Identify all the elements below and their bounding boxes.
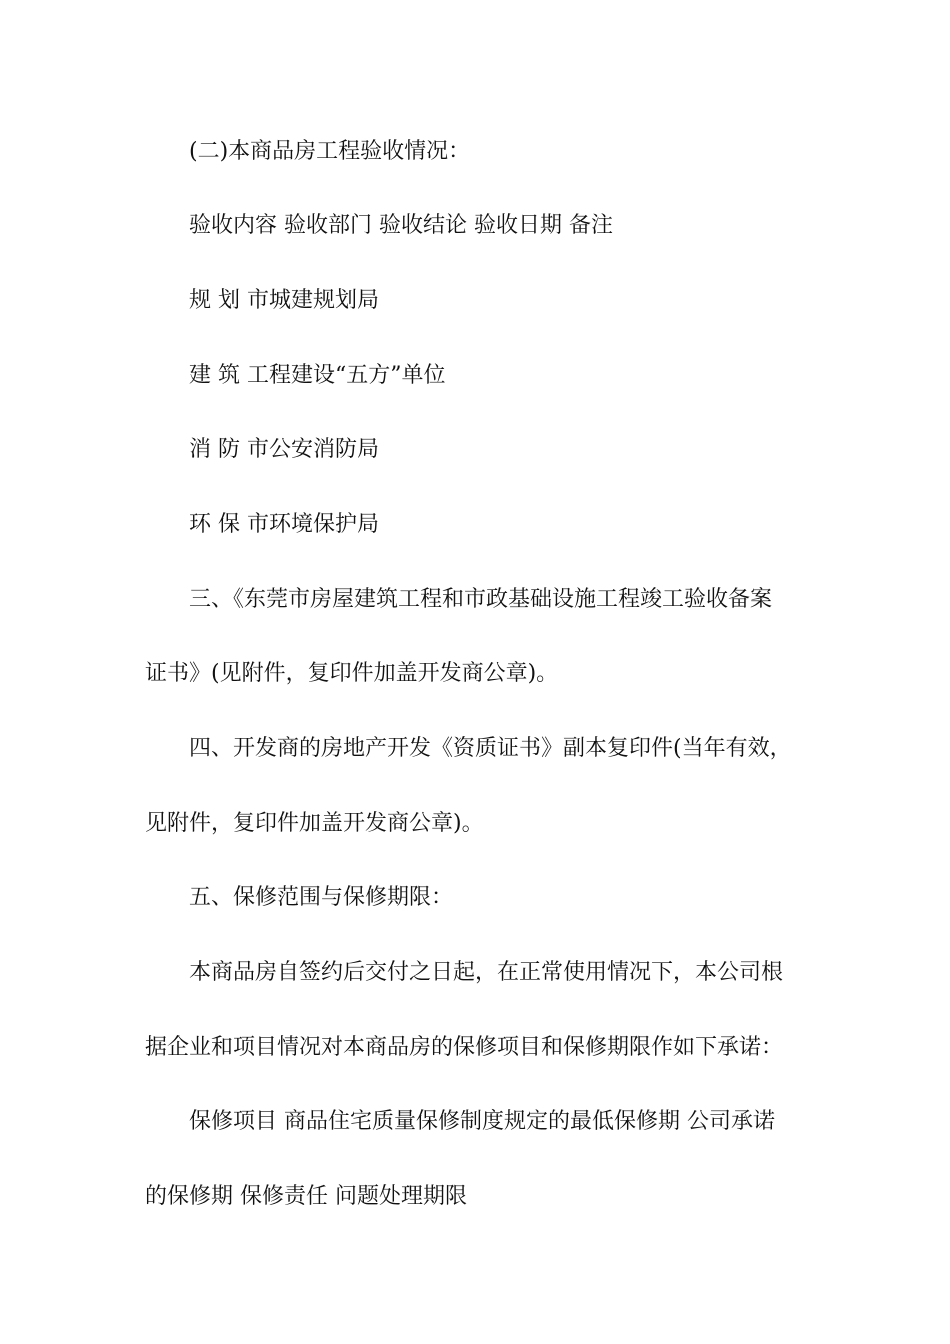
table-header-row: 验收内容 验收部门 验收结论 验收日期 备注 [189,213,613,238]
table-row-planning: 规 划 市城建规划局 [189,288,379,313]
section-heading-warranty: 五、保修范围与保修期限： [189,885,454,910]
section-heading-acceptance: (二)本商品房工程验收情况： [189,139,471,164]
table-row-environment: 环 保 市环境保护局 [189,512,379,537]
warranty-paragraph-line-1: 本商品房自签约后交付之日起，在正常使用情况下，本公司根 [189,960,784,985]
paragraph-four-line-1: 四、开发商的房地产开发《资质证书》副本复印件(当年有效， [189,736,792,761]
paragraph-three-line-1: 三、《东莞市房屋建筑工程和市政基础设施工程竣工验收备案 [189,587,773,612]
warranty-table-header-line-1: 保修项目 商品住宅质量保修制度规定的最低保修期 公司承诺 [189,1109,775,1134]
warranty-paragraph-line-2: 据企业和项目情况对本商品房的保修项目和保修期限作如下承诺： [145,1035,784,1060]
paragraph-four-line-2: 见附件，复印件加盖开发商公章)。 [145,811,484,836]
table-row-fire: 消 防 市公安消防局 [189,437,379,462]
table-row-construction: 建 筑 工程建设“五方”单位 [189,363,446,388]
warranty-table-header-line-2: 的保修期 保修责任 问题处理期限 [145,1184,467,1209]
paragraph-three-line-2: 证书》(见附件，复印件加盖开发商公章)。 [145,661,559,686]
